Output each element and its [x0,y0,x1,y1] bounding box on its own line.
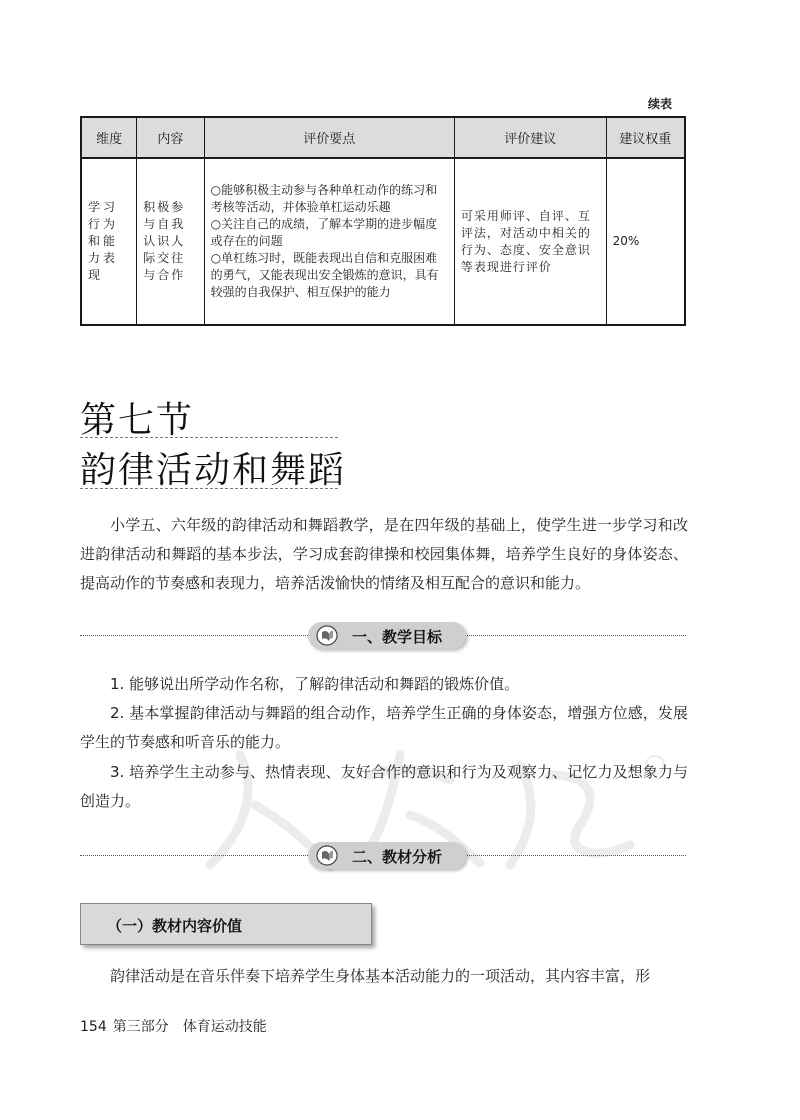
analysis-heading: 二、教材分析 [352,848,443,866]
table-header-row [81,117,685,158]
header-points: 评价要点 [204,117,454,158]
evaluation-table [80,116,686,326]
title-rule-top [80,437,338,438]
table-continued-label: 续表 [648,97,673,111]
page-number: 154 [80,1019,107,1035]
header-suggestion: 评价建议 [454,117,606,158]
cell-content: 积极参与自我认识人际交往与合作 [137,158,204,325]
table-row [81,158,685,325]
book-icon [316,845,338,866]
section-number: 第七节 [80,400,195,441]
cell-points [204,158,454,325]
cell-weight: 20% [606,158,685,325]
section-title: 韵律活动和舞蹈 [80,450,347,491]
book-icon [316,625,338,646]
title-rule-bottom [80,488,338,489]
goals-heading-badge [308,622,466,649]
subheading-box [80,903,372,945]
intro-paragraph: 小学五、六年级的韵律活动和舞蹈教学，是在四年级的基础上，使学生进一步学习和改进韵律活动和舞蹈的基本步法，学习成套韵律操和校园集体舞，培养学生良好的身体姿态、提高动作的节奏感和表现力，培养活泼愉快的情绪及相互配合的意识和能力。 [80,516,688,592]
cell-dimension: 学习行为和能力表现 [81,158,137,325]
analysis-heading-badge [308,842,466,869]
point-item: ○能够积极主动参与各种单杠动作的练习和考核等活动，并体验单杠运动乐趣 [210,183,438,214]
header-dimension: 维度 [81,117,137,158]
analysis-paragraph: 韵律活动是在音乐伴奏下培养学生身体基本活动能力的一项活动，其内容丰富，形 [110,967,651,985]
header-content: 内容 [137,117,204,158]
point-item: ○关注自己的成绩，了解本学期的进步幅度或存在的问题 [210,217,438,248]
goals-heading: 一、教学目标 [352,628,443,646]
header-weight: 建议权重 [606,117,685,158]
point-item: ○单杠练习时，既能表现出自信和克服困难的勇气，又能表现出安全锻炼的意识，具有较强的自我保护、相互保护的能力 [210,251,439,299]
cell-suggestion: 可采用师评、自评、互评法，对活动中相关的行为、态度、安全意识等表现进行评价 [454,158,606,325]
part-title: 第三部分 体育运动技能 [112,1019,267,1035]
goal-item-3: 3. 培养学生主动参与、热情表现、友好合作的意识和行为及观察力、记忆力及想象力与创造力。 [80,763,688,810]
page-footer [80,1016,267,1036]
subheading: （一）教材内容价值 [107,917,243,935]
goal-item-2: 2. 基本掌握韵律活动与舞蹈的组合动作，培养学生正确的身体姿态，增强方位感，发展学生的节奏感和听音乐的能力。 [80,704,688,751]
goal-item-1: 1. 能够说出所学动作名称，了解韵律活动和舞蹈的锻炼价值。 [110,675,520,693]
